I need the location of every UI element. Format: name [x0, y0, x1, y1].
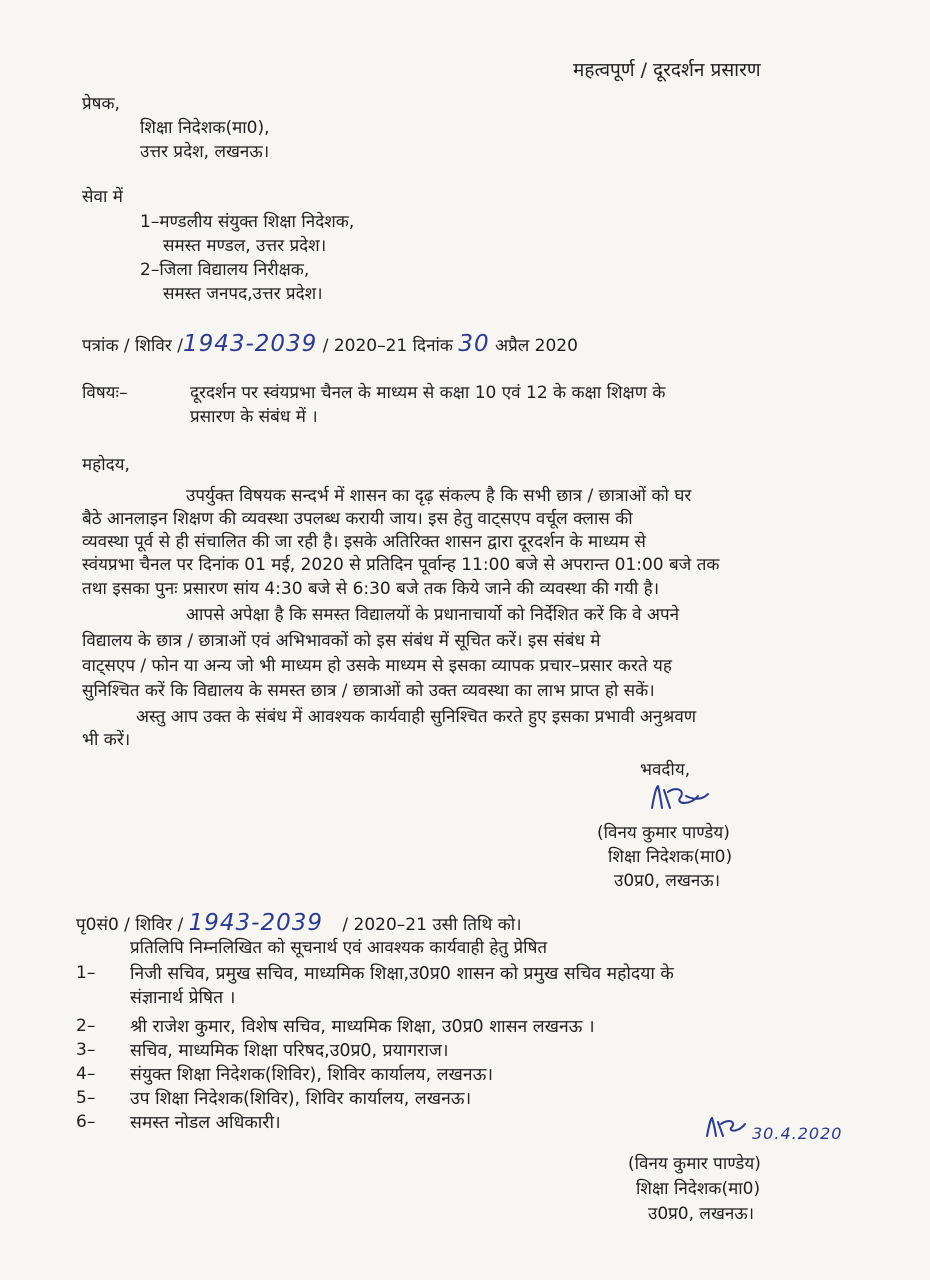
- recipient-2-line-1: 2–जिला विद्यालय निरीक्षक,: [140, 260, 310, 280]
- body-p2-line-1: आपसे अपेक्षा है कि समस्त विद्यालयों के प्रधानाचार्यो को निर्देशित करें कि वे अपने: [186, 605, 680, 625]
- closing-name: (विनय कुमार पाण्डेय): [597, 823, 730, 843]
- closing-designation: शिक्षा निदेशक(मा0): [608, 847, 733, 867]
- subject-line-1: दूरदर्शन पर स्वंयप्रभा चैनल के माध्यम से कक्षा 10 एवं 12 के कक्षा शिक्षण के: [190, 383, 666, 403]
- copy-item-2-number: 2–: [76, 1016, 96, 1036]
- body-p1-line-5: तथा इसका पुनः प्रसारण सांय 4:30 बजे से 6:30 बजे तक किये जाने की व्यवस्था की गयी है।: [82, 579, 660, 599]
- body-p1-line-3: व्यवस्था पूर्व से ही संचालित की जा रही है। इसके अतिरिक्त शासन द्वारा दूरदर्शन के माध्यम से: [82, 532, 646, 552]
- endorsement-line: [76, 912, 522, 936]
- salutation: महोदय,: [82, 455, 130, 475]
- subject-line-2: प्रसारण के संबंध में ।: [190, 407, 318, 427]
- copy-item-3-line-1: सचिव, माध्यमिक शिक्षा परिषद,उ0प्र0, प्रयागराज।: [130, 1041, 449, 1061]
- sender-line-2: उत्तर प्रदेश, लखनऊ।: [140, 142, 270, 162]
- copy-item-4-line-1: संयुक्त शिक्षा निदेशक(शिविर), शिविर कार्यालय, लखनऊ।: [130, 1065, 493, 1085]
- copy-item-1-line-1: निजी सचिव, प्रमुख सचिव, माध्यमिक शिक्षा,उ0प्र0 शासन को प्रमुख सचिव महोदया के: [130, 964, 674, 984]
- copy-item-6-line-1: समस्त नोडल अधिकारी।: [130, 1113, 281, 1133]
- endorsement-name: (विनय कुमार पाण्डेय): [628, 1154, 761, 1174]
- signature-date-handwritten: 30.4.2020: [752, 1124, 843, 1143]
- body-p2-line-4: सुनिश्चित करें कि विद्यालय के समस्त छात्र / छात्राओं को उक्त व्यवस्था का लाभ प्राप्त हो सकें।: [82, 681, 655, 701]
- second-signature-mark: [703, 1114, 749, 1140]
- body-p1-line-2: बैठे आनलाइन शिक्षण की व्यवस्था उपलब्ध करायी जाय। इस हेतु वाट्सएप वर्चूल क्लास की: [82, 509, 633, 529]
- endorsement-number-handwritten: 1943-2039: [188, 910, 323, 936]
- copy-item-1-line-2: संज्ञानार्थ प्रेषित ।: [130, 988, 236, 1008]
- reference-year: / 2020–21 दिनांक: [322, 336, 453, 356]
- recipient-2-line-2: समस्त जनपद,उत्तर प्रदेश।: [163, 284, 323, 304]
- recipient-1-line-1: 1–मण्डलीय संयुक्त शिक्षा निदेशक,: [140, 212, 355, 232]
- reference-day-handwritten: 30: [458, 331, 490, 357]
- body-p3-line-1: अस्तु आप उक्त के संबंध में आवश्यक कार्यवाही सुनिश्चित करते हुए इसका प्रभावी अनुश्रवण: [136, 707, 697, 727]
- reference-line: [82, 333, 578, 357]
- body-p2-line-3: वाट्सएप / फोन या अन्य जो भी माध्यम हो उसके माध्यम से इसका व्यापक प्रचार–प्रसार करते यह: [82, 656, 672, 676]
- endorsement-prefix: पृ0सं0 / शिविर /: [76, 915, 184, 935]
- copy-item-5-line-1: उप शिक्षा निदेशक(शिविर), शिविर कार्यालय, लखनऊ।: [130, 1089, 472, 1109]
- endorsement-intro: प्रतिलिपि निम्नलिखित को सूचनार्थ एवं आवश्यक कार्यवाही हेतु प्रेषित: [130, 938, 548, 958]
- body-p1-line-4: स्वंयप्रभा चैनल पर दिनांक 01 मई, 2020 से प्रतिदिन पूर्वान्ह 11:00 बजे से अपरान्त 01:00 बजे तक: [82, 555, 720, 575]
- endorsement-designation: शिक्षा निदेशक(मा0): [636, 1179, 761, 1199]
- copy-item-6-number: 6–: [76, 1112, 96, 1132]
- valediction: भवदीय,: [640, 760, 691, 780]
- reference-month-year: अप्रैल 2020: [495, 336, 578, 356]
- endorsement-place: उ0प्र0, लखनऊ।: [648, 1204, 755, 1224]
- copy-item-5-number: 5–: [76, 1088, 96, 1108]
- classification-heading: महत्वपूर्ण / दूरदर्शन प्रसारण: [573, 59, 761, 81]
- endorsement-suffix: / 2020–21 उसी तिथि को।: [342, 915, 522, 935]
- recipient-1-line-2: समस्त मण्डल, उत्तर प्रदेश।: [163, 236, 327, 256]
- subject-label: विषयः–: [82, 383, 128, 403]
- reference-prefix: पत्रांक / शिविर /: [82, 336, 183, 356]
- signature-mark: [646, 782, 716, 814]
- copy-item-4-number: 4–: [76, 1064, 96, 1084]
- closing-place: उ0प्र0, लखनऊ।: [614, 871, 721, 891]
- sender-line-1: शिक्षा निदेशक(मा0),: [140, 118, 270, 138]
- body-p1-line-1: उपर्युक्त विषयक सन्दर्भ में शासन का दृढ़ संकल्प है कि सभी छात्र / छात्राओं को घर: [186, 486, 692, 506]
- sender-label: प्रेषक,: [82, 94, 120, 114]
- body-p2-line-2: विद्यालय के छात्र / छात्राओं एवं अभिभावकों को इस संबंध में सूचित करें। इस संबंध मे: [82, 631, 601, 651]
- reference-number-handwritten: 1943-2039: [182, 331, 318, 357]
- recipient-label: सेवा में: [82, 187, 123, 207]
- copy-item-3-number: 3–: [76, 1040, 96, 1060]
- copy-item-1-number: 1–: [76, 963, 96, 983]
- body-p3-line-2: भी करें।: [82, 730, 131, 750]
- copy-item-2-line-1: श्री राजेश कुमार, विशेष सचिव, माध्यमिक शिक्षा, उ0प्र0 शासन लखनऊ ।: [130, 1017, 595, 1037]
